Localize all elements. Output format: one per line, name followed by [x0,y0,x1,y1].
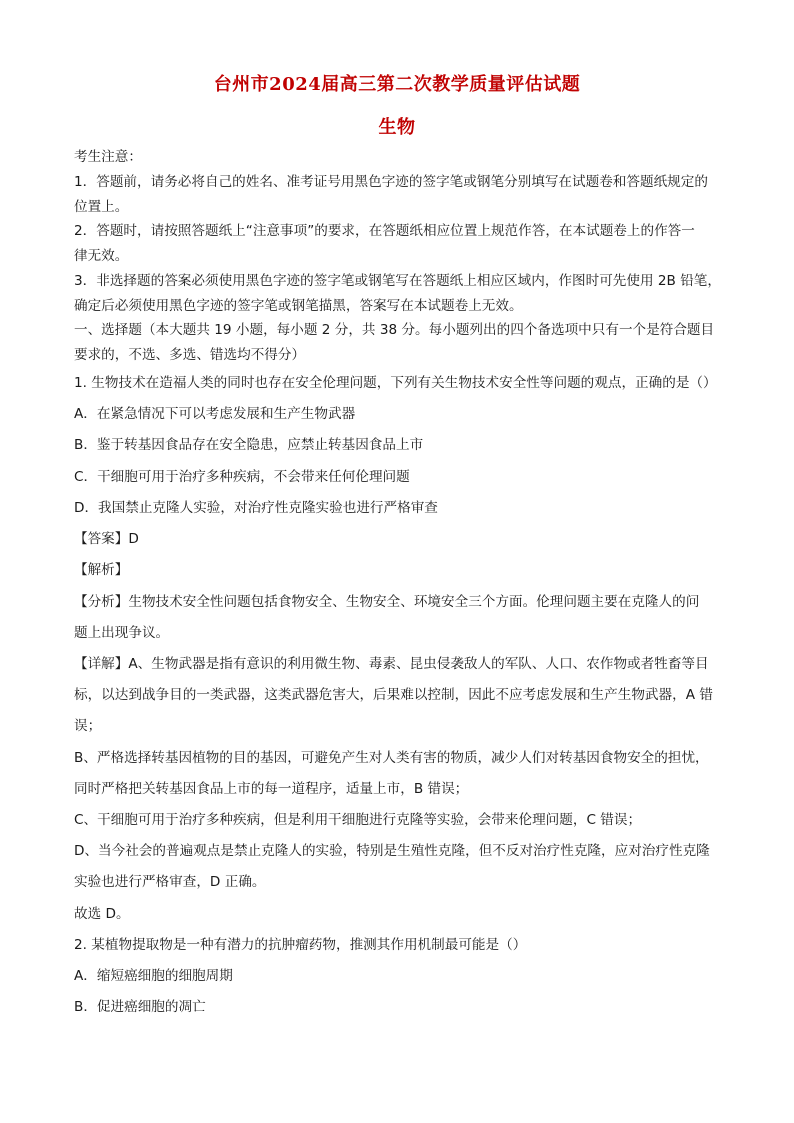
question-1-fenxi-line-1: 【分析】生物技术安全性问题包括食物安全、生物安全、环境安全三个方面。伦理问题主要在克隆人的问 [74,594,700,610]
question-2-option-a: A．缩短癌细胞的细胞周期 [74,968,233,984]
notice-item-1-line-2: 位置上。 [74,199,129,215]
section-heading-line-2: 要求的，不选、多选、错选均不得分） [74,347,306,363]
question-1-conclusion: 故选 D。 [74,906,130,922]
question-1-stem: 1. 生物技术在造福人类的同时也存在安全伦理问题，下列有关生物技术安全性等问题的观点，正确的是（） [74,375,717,391]
question-1-detail-line-3: 误； [74,718,102,734]
notice-heading: 考生注意： [74,149,142,165]
question-1-detail-line-1: 【详解】A、生物武器是指有意识的利用微生物、毒素、昆虫侵袭敌人的军队、人口、农作物或者牲畜等目 [74,656,709,672]
notice-item-3-line-1: 3．非选择题的答案必须使用黑色字迹的签字笔或钢笔写在答题纸上相应区域内，作图时可先使用 2B 铅笔， [74,273,721,289]
notice-item-3-line-2: 确定后必须使用黑色字迹的签字笔或钢笔描黑，答案写在本试题卷上无效。 [74,298,523,314]
exam-title: 台州市2024届高三第二次教学质量评估试题 [213,74,581,95]
question-1-analysis-label: 【解析】 [74,562,129,578]
section-heading-line-1: 一、选择题（本大题共 19 小题，每小题 2 分，共 38 分。每小题列出的四个备选项中只有一个是符合题目 [74,322,715,338]
question-1-option-c: C．干细胞可用于治疗多种疾病，不会带来任何伦理问题 [74,469,410,485]
question-2-stem: 2. 某植物提取物是一种有潜力的抗肿瘤药物，推测其作用机制最可能是（） [74,937,527,953]
question-1-fenxi-line-2: 题上出现争议。 [74,625,170,641]
question-2-option-b: B．促进癌细胞的凋亡 [74,999,206,1015]
question-1-b-line-1: B、严格选择转基因植物的目的基因，可避免产生对人类有害的物质，减少人们对转基因食物安全的担忧， [74,750,709,766]
question-1-d-line-2: 实验也进行严格审查，D 正确。 [74,874,266,890]
notice-item-2-line-1: 2．答题时，请按照答题纸上“注意事项”的要求，在答题纸相应位置上规范作答，在本试题卷上的作答一 [74,223,695,239]
subject-title: 生物 [378,117,416,138]
question-1-detail-line-2: 标，以达到战争目的一类武器，这类武器危害大，后果难以控制，因此不应考虑发展和生产生物武器，A 错 [74,687,713,703]
notice-item-1-line-1: 1．答题前，请务必将自己的姓名、准考证号用黑色字迹的签字笔或钢笔分别填写在试题卷和答题纸规定的 [74,174,708,190]
question-1-b-line-2: 同时严格把关转基因食品上市的每一道程序，适量上市，B 错误； [74,781,469,797]
question-1-option-d: D．我国禁止克隆人实验，对治疗性克隆实验也进行严格审查 [74,500,438,516]
question-1-d-line-1: D、当今社会的普遍观点是禁止克隆人的实验，特别是生殖性克隆，但不反对治疗性克隆，应对治疗性克隆 [74,843,710,859]
question-1-c-line-1: C、干细胞可用于治疗多种疾病，但是利用干细胞进行克隆等实验，会带来伦理问题，C 错误； [74,812,642,828]
question-1-answer: 【答案】D [74,531,139,547]
notice-item-2-line-2: 律无效。 [74,248,129,264]
question-1-option-b: B．鉴于转基因食品存在安全隐患，应禁止转基因食品上市 [74,437,424,453]
question-1-option-a: A．在紧急情况下可以考虑发展和生产生物武器 [74,406,356,422]
